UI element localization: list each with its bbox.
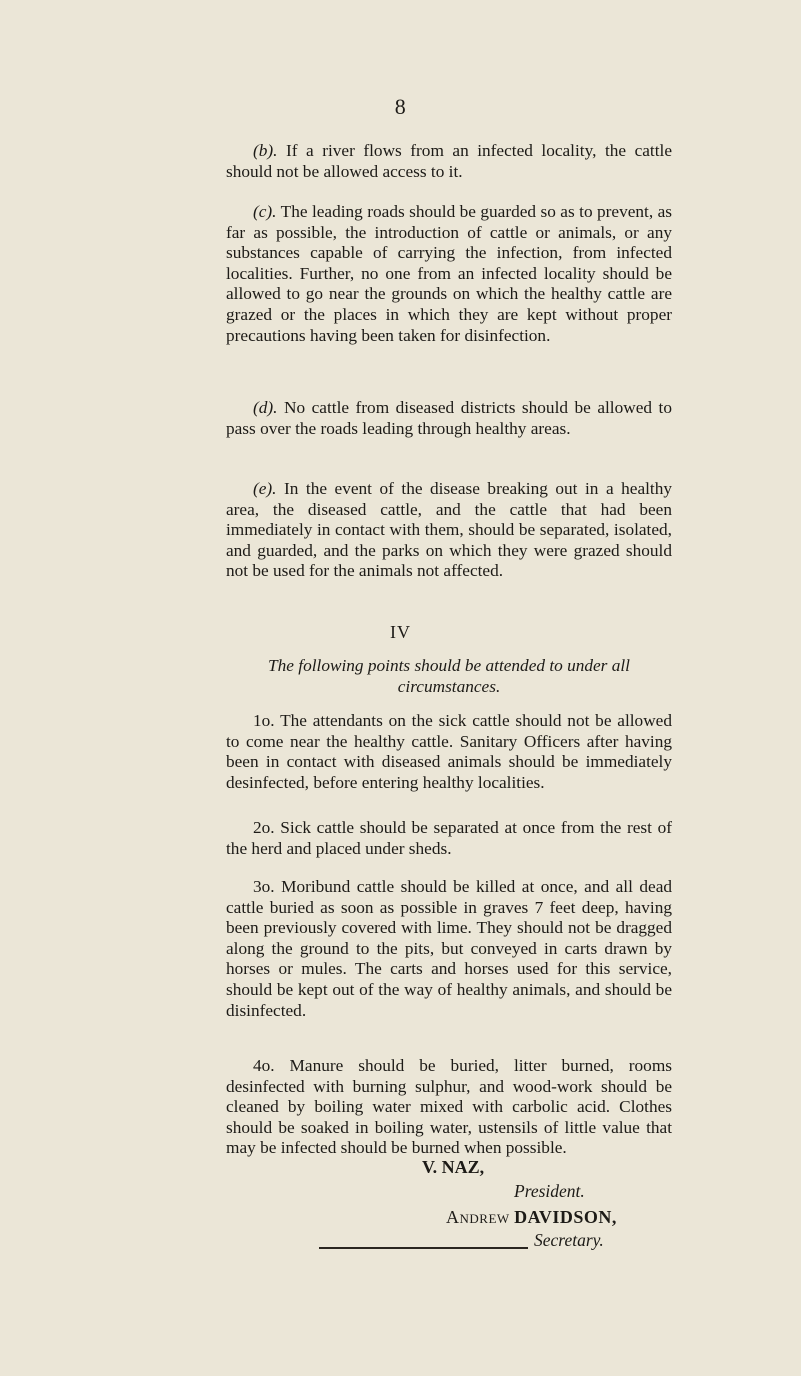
- section-heading: IV: [390, 622, 411, 642]
- point-1: 1o. The attendants on the sick cattle should not be allowed to come near the healthy cattle. Sanitary Officers after having been in contact with diseased animals should be immediately desinfected, before entering healthy localities.: [226, 711, 672, 792]
- secretary-name: [446, 1207, 617, 1228]
- paragraph-d: [226, 398, 672, 439]
- paragraph-marker: (d).: [253, 398, 278, 417]
- president-name: V. NAZ,: [422, 1157, 485, 1177]
- secretary-first-name: Andrew: [446, 1207, 510, 1227]
- paragraph-text: The leading roads should be guarded so as to prevent, as far as possible, the introduction of cattle or animals, or any substances capable of carrying the infection, from infected localities. Further, no one from an infected locality should be allowed to go near the grounds on which the healthy cattle are grazed or the places in which they are kept without proper precautions having been taken for disinfection.: [226, 202, 672, 345]
- secretary-last-name: DAVIDSON,: [514, 1207, 617, 1227]
- paragraph-marker: (e).: [253, 479, 277, 498]
- secretary-title: Secretary.: [534, 1230, 604, 1250]
- section-intro: The following points should be attended to under all circumstances.: [268, 656, 630, 696]
- paragraph-text: If a river flows from an infected locality, the cattle should not be allowed access to it.: [226, 141, 672, 181]
- closing-rule: [319, 1247, 528, 1249]
- page-number: 8: [394, 94, 407, 119]
- paragraph-e: [226, 479, 672, 582]
- paragraph-text: In the event of the disease breaking out in a healthy area, the diseased cattle, and the cattle that had been immediately in contact with them, should be separated, isolated, and guarded, and the parks on which they were grazed should not be used for the animals not affected.: [226, 479, 672, 581]
- paragraph-c: [226, 202, 672, 346]
- paragraph-b: [226, 141, 672, 182]
- point-3: 3o. Moribund cattle should be killed at once, and all dead cattle buried as soon as possible in graves 7 feet deep, having been previously covered with lime. They should not be dragged along the ground to the pits, but conveyed in carts drawn by horses or mules. The carts and horses used for this service, should be kept out of the way of healthy animals, and should be disinfected.: [226, 877, 672, 1020]
- point-2: 2o. Sick cattle should be separated at once from the rest of the herd and placed under sheds.: [226, 818, 672, 858]
- point-4: 4o. Manure should be buried, litter burned, rooms desinfected with burning sulphur, and wood-work should be cleaned by boiling water mixed with carbolic acid. Clothes should be soaked in boiling water, ustensils of little value that may be infected should be burned when possible.: [226, 1056, 672, 1158]
- paragraph-marker: (b).: [253, 141, 278, 160]
- paragraph-marker: (c).: [253, 202, 277, 221]
- president-title: President.: [514, 1181, 585, 1201]
- paragraph-text: No cattle from diseased districts should be allowed to pass over the roads leading through healthy areas.: [226, 398, 672, 438]
